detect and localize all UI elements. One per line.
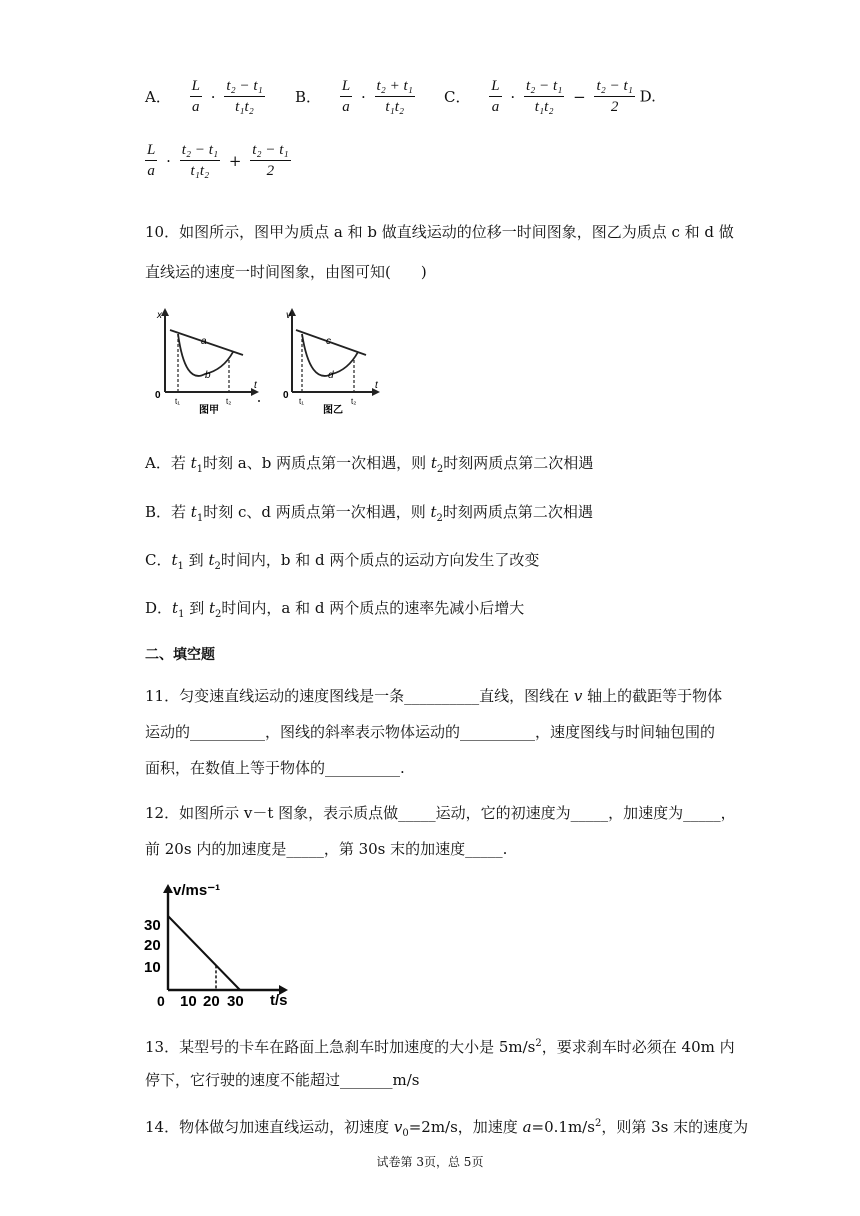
fraction-time: $\frac{\text{t₂ − t₁}}{\text{t₁t₂}}$	[525, 78, 563, 115]
y-axis-label: x	[157, 310, 162, 321]
q13-line-2: 停下，它行驶的速度不能超过_______m/s	[145, 1071, 420, 1089]
q10-option-d: D．$t_1$ 到 $t_2$时间内，a 和 d 两个质点的速率先减小后增大	[145, 599, 525, 620]
fraction-l-over-a: $\frac{L}{a}$	[491, 78, 500, 115]
q9-option-d: $\frac{L}{a}$ · $\frac{\text{t₂ − t₁}}{\text{t₁t₂}}$ + $\frac{\text{t₂ − t₁}}{2}$	[147, 142, 289, 179]
y-axis-label: v/ms⁻¹	[173, 882, 221, 899]
t1-label: t₁	[299, 397, 304, 406]
origin-label: 0	[283, 390, 289, 401]
option-label: A．	[145, 88, 171, 106]
page-footer: 试卷第 3页，总 5页	[376, 1155, 484, 1169]
q12-line-2: 前 20s 内的加速度是_____，第 30s 末的加速度_____.	[145, 840, 508, 858]
y-axis-arrow	[163, 884, 173, 893]
t1-label: t₁	[175, 397, 180, 406]
fraction-time: $\frac{\text{t₂ + t₁}}{\text{t₁t₂}}$	[376, 78, 413, 115]
origin-label: 0	[155, 390, 161, 401]
q12-line-1: 12．如图所示 v－t 图象，表示质点做_____运动，它的初速度为_____，加速度为_____，	[145, 804, 736, 822]
q14-line-1: 14．物体做匀加速直线运动，初速度 $v_0=2m/s$，加速度 $a=0.1m/s^2$，则第 3s 末的速度为	[145, 1118, 749, 1139]
fraction-l-over-a: $\frac{L}{a}$	[147, 142, 156, 179]
option-label: C．	[444, 88, 471, 106]
t2-label: t₂	[226, 397, 232, 406]
q9-option-a: A． $\frac{L}{a}$ · $\frac{\text{t₂ − t₁}}{\text{t₁t₂}}$	[145, 78, 263, 115]
label-b: b	[205, 370, 211, 381]
t-axis-label: t	[375, 380, 378, 391]
t-axis-label: t	[254, 380, 257, 391]
q11-line-1: 11．匀变速直线运动的速度图线是一条__________直线，图线在 v 轴上的截距等于物体	[145, 687, 723, 705]
q10-line-2: 直线运的速度一时间图象，由图可知( )	[145, 263, 427, 281]
q13-line-1: 13．某型号的卡车在路面上急刹车时加速度的大小是 $5m/s^2$，要求刹车时必须在 40m 内	[145, 1038, 735, 1056]
chart-series-group	[168, 916, 240, 990]
fraction-time: $\frac{\text{t₂ − t₁}}{\text{t₁t₂}}$	[226, 78, 263, 115]
x-axis-label: t/s	[270, 992, 288, 1008]
q11-line-3: 面积，在数值上等于物体的__________.	[145, 759, 405, 777]
fraction-half: $\frac{\text{t₂ − t₁}}{2}$	[596, 78, 633, 115]
t2-label: t₂	[351, 397, 357, 406]
caption-yi: 图乙	[323, 405, 343, 416]
fraction-l-over-a: $\frac{L}{a}$	[341, 78, 351, 115]
y-tick-label: 10	[144, 959, 161, 976]
label-a: a	[201, 336, 207, 347]
vt-chart	[140, 878, 300, 1008]
y-axis-label: v	[286, 310, 291, 321]
q10-option-c: C．$t_1$ 到 $t_2$时间内，b 和 d 两个质点的运动方向发生了改变	[145, 551, 540, 572]
option-label-d: D.	[639, 87, 656, 106]
q11-line-2: 运动的__________，图线的斜率表示物体运动的__________，速度图线与时间轴包围的	[145, 723, 716, 741]
fraction-l-over-a: $\frac{L}{a}$	[191, 78, 200, 115]
q10-line-1: 10．如图所示，图甲为质点 a 和 b 做直线运动的位移一时间图象，图乙为质点 c 和 d 做	[145, 223, 734, 241]
fraction-time: $\frac{\text{t₂ − t₁}}{\text{t₁t₂}}$	[181, 142, 219, 179]
option-label: B．	[295, 88, 322, 106]
figure-yi	[278, 300, 383, 420]
q9-option-c: C． $\frac{L}{a}$ · $\frac{\text{t₂ − t₁}}{\text{t₁t₂}}$ − $\frac{\text{t₂ − t₁}}{2}$ D.	[444, 78, 656, 115]
label-d: d	[328, 370, 334, 381]
y-tick-label: 30	[144, 917, 161, 934]
q9-option-b: B． $\frac{L}{a}$ · $\frac{\text{t₂ + t₁}}{\text{t₁t₂}}$	[295, 78, 413, 115]
caption-jia: 图甲	[199, 405, 219, 416]
x-tick-label: 10	[180, 993, 197, 1008]
fraction-half: $\frac{\text{t₂ − t₁}}{2}$	[252, 142, 289, 179]
y-tick-label: 20	[144, 937, 161, 954]
q10-option-a: A．若 $t_1$时刻 a、b 两质点第一次相遇，则 $t_2$时刻两质点第二次相遇	[145, 454, 594, 475]
x-tick-label: 30	[227, 993, 244, 1008]
figure-jia	[145, 300, 270, 420]
q10-option-b: B．若 $t_1$时刻 c、d 两质点第一次相遇，则 $t_2$时刻两质点第二次相遇	[145, 503, 593, 524]
velocity-line	[168, 916, 240, 990]
section-heading: 二、填空题	[145, 647, 215, 663]
origin-label: 0	[157, 993, 165, 1008]
label-c: c	[326, 336, 331, 347]
x-tick-label: 20	[203, 993, 220, 1008]
